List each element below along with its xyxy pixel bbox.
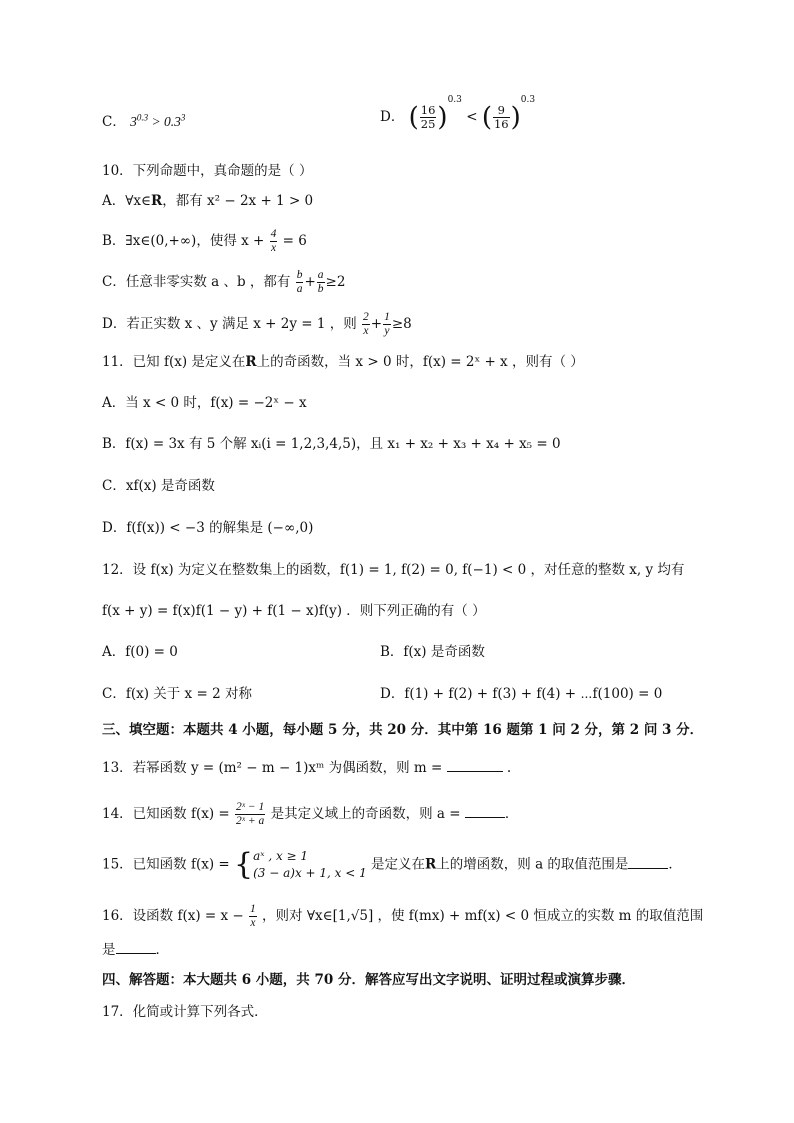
exponent: 0.3 (520, 94, 536, 105)
case-2: (3 − a)x + 1, x < 1 (253, 866, 367, 880)
text: ∃x∈(0,+∞)，使得 x + (125, 233, 269, 249)
q12-stem-line1: 12．设 f(x) 为定义在整数集上的函数，f(1) = 1, f(2) = 0, f(−1) < 0 ，对任意的整数 x, y 均有 (102, 562, 685, 578)
option-label: D． (102, 316, 127, 332)
answer-blank (628, 856, 668, 869)
fraction-1-x (249, 903, 257, 930)
q11-option-d: D．f(f(x)) < −3 的解集是 (−∞,0) (102, 520, 314, 536)
text: ． (155, 942, 169, 958)
text: 11．已知 f(x) 是定义在 (102, 354, 246, 370)
answer-blank (447, 759, 503, 772)
denominator: 2ˣ + a (236, 815, 265, 827)
numerator: b (296, 269, 303, 281)
text: . (502, 760, 512, 776)
section-3-heading: 三、填空题：本题共 4 小题，每小题 5 分，共 20 分．其中第 16 题第 1 问 2 分，第 2 问 3 分． (102, 722, 704, 738)
text: 16．设函数 f(x) = x − (102, 908, 249, 924)
q11-stem (102, 353, 584, 371)
numerator: a (317, 269, 324, 281)
q12-option-d: D．f(1) + f(2) + f(3) + f(4) + ⋯f(100) = 0 (380, 686, 663, 702)
fraction-b-a (296, 269, 304, 296)
text: ，则对 ∀x∈[1,√5] ，使 f(mx) + mf(x) < 0 恒成立的实数 m 的取值范围 (257, 908, 704, 924)
fraction-16-25 (420, 104, 437, 131)
q17: 17．化简或计算下列各式． (102, 1004, 268, 1020)
text: ≥8 (391, 316, 412, 332)
fraction-2-x (362, 311, 370, 338)
denominator: x (250, 917, 256, 929)
set-r: R (245, 354, 257, 370)
q12-option-c: C．f(x) 关于 x = 2 对称 (102, 686, 252, 702)
text: ． (668, 856, 682, 873)
left-paren: ( (408, 102, 419, 133)
q10-stem: 10．下列命题中，真命题的是（ ） (102, 163, 313, 179)
q14 (102, 801, 518, 828)
numerator: 2ˣ − 1 (236, 801, 265, 813)
left-brace: { (234, 847, 254, 882)
q16-line2 (102, 941, 169, 959)
base-3: 3 (130, 114, 137, 129)
q12-option-b: B．f(x) 是奇函数 (380, 644, 485, 660)
exponent: 0.3 (447, 94, 462, 105)
option-label: C． (102, 114, 126, 130)
fraction-q14 (235, 801, 265, 828)
relation: < (466, 109, 478, 125)
answer-blank (465, 805, 505, 818)
text: 是 (102, 942, 116, 958)
denominator: y (384, 325, 390, 337)
q12-stem-line2: f(x + y) = f(x)f(1 − y) + f(1 − x)f(y) ．则下列正确的有（ ） (102, 603, 486, 619)
fraction-4-x (270, 228, 278, 255)
q15 (102, 848, 682, 882)
option-label: D． (380, 109, 405, 125)
denominator: x (363, 325, 369, 337)
piecewise-cases (253, 848, 367, 882)
set-r: R (425, 856, 437, 873)
text: ∀x∈ (125, 193, 152, 209)
text: ，都有 x² − 2x + 1 > 0 (162, 193, 314, 209)
right-paren: ) (510, 102, 521, 133)
plus: + (304, 274, 316, 290)
q11-option-a: A．当 x < 0 时，f(x) = −2ˣ − x (102, 395, 307, 411)
q10-option-a (102, 192, 313, 210)
text: 上的奇函数，当 x > 0 时，f(x) = 2ˣ + x ，则有（ ） (256, 354, 584, 370)
numerator: 1 (250, 903, 256, 915)
case-1: aˣ , x ≥ 1 (253, 849, 309, 863)
denominator: a (296, 283, 303, 295)
fraction-9-16 (493, 104, 510, 131)
q9-c-expression (130, 114, 185, 129)
denominator: 25 (420, 117, 436, 131)
q9-option-d (380, 94, 536, 133)
numerator: 16 (420, 103, 436, 117)
denominator: 16 (493, 117, 509, 131)
fraction-a-b (317, 269, 325, 296)
option-label: A． (102, 193, 126, 209)
option-label: B． (102, 233, 126, 249)
numerator: 9 (493, 104, 510, 118)
numerator: 4 (270, 228, 277, 240)
text: ≥2 (325, 274, 346, 290)
text: 上的增函数，则 a 的取值范围是 (436, 856, 629, 873)
option-label: C． (102, 274, 126, 290)
q9-option-c (102, 113, 185, 131)
numerator: 1 (384, 311, 390, 323)
numerator: 2 (363, 311, 369, 323)
text: 任意非零实数 a 、b ，都有 (125, 274, 295, 290)
answer-blank (116, 941, 156, 954)
plus: + (370, 316, 383, 332)
q11-option-c: C．xf(x) 是奇函数 (102, 478, 215, 494)
left-paren: ( (481, 102, 492, 133)
text: = 6 (278, 233, 307, 249)
text: 若正实数 x 、y 满足 x + 2y = 1 ，则 (126, 316, 362, 332)
set-r: R (151, 193, 163, 209)
denominator: x (270, 242, 277, 254)
q13 (102, 759, 511, 777)
text: 15．已知函数 f(x) = (102, 856, 235, 873)
section-4-heading: 四、解答题：本大题共 6 小题，共 70 分．解答应写出文字说明、证明过程或演算步骤． (102, 972, 635, 988)
exponent: 3 (180, 112, 186, 123)
q12-option-a: A．f(0) = 0 (102, 644, 178, 660)
right-paren: ) (437, 102, 448, 133)
relation: > 0.3 (148, 114, 181, 129)
q11-option-b: B．f(x) = 3x 有 5 个解 xᵢ(i = 1,2,3,4,5)，且 x₁ + x₂ + x₃ + x₄ + x₅ = 0 (102, 436, 561, 452)
denominator: b (317, 283, 324, 295)
text: 13．若幂函数 y = (m² − m − 1)xᵐ 为偶函数，则 m = (102, 760, 447, 776)
q10-option-c (102, 269, 345, 296)
fraction-1-y (383, 311, 391, 338)
q10-option-b (102, 228, 307, 255)
text: 是定义在 (366, 856, 426, 873)
text: 是其定义域上的奇函数，则 a = (266, 806, 465, 822)
q16-line1 (102, 903, 703, 930)
text: 14．已知函数 f(x) = (102, 806, 235, 822)
text: ． (504, 806, 519, 822)
q10-option-d (102, 311, 412, 338)
exponent: 0.3 (136, 112, 149, 123)
